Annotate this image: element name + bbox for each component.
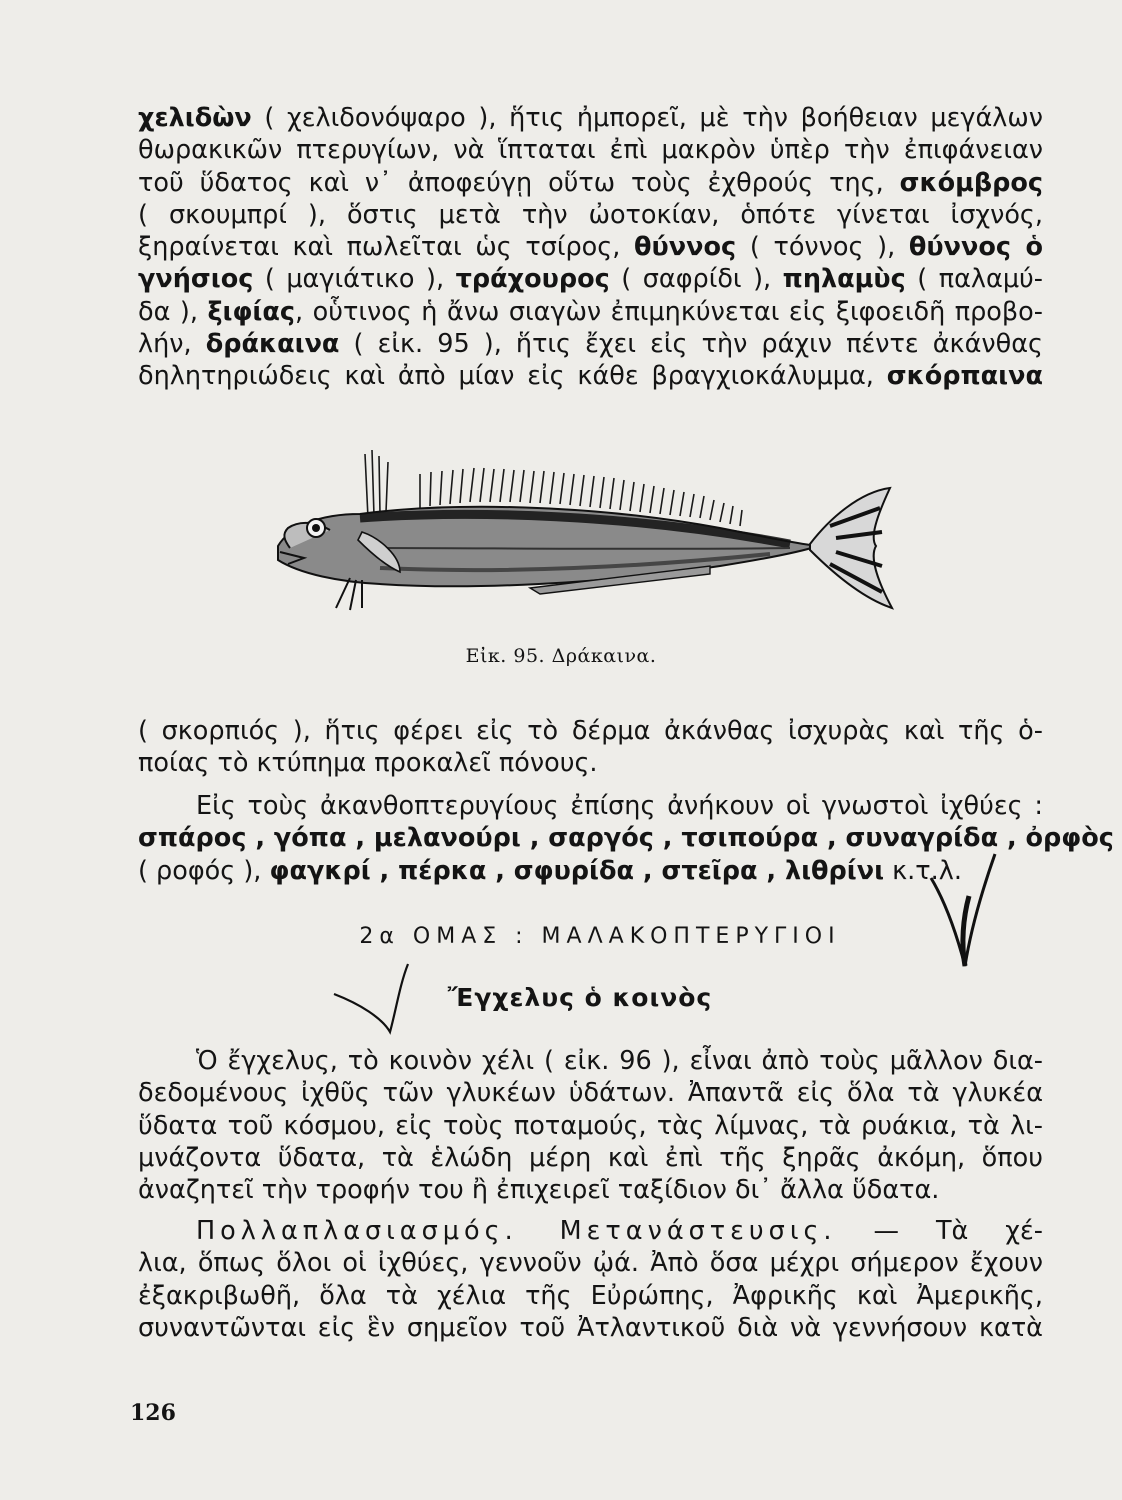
- text-line: Πολλαπλασιασμός. Μετανάστευσις. — Τὰ χέ-: [196, 1216, 1043, 1246]
- handwritten-check-mark: [925, 848, 1005, 978]
- section-subtitle: Ἔγχελυς ὁ κοινὸς: [447, 983, 713, 1012]
- paragraph-eel-habitat: [138, 1045, 1043, 1206]
- paragraph-heading: Πολλαπλασιασμός. Μετανάστευσις.: [196, 1216, 837, 1246]
- tail-fin: [810, 488, 892, 608]
- text-line: συναντῶνται εἰς ἓν σημεῖον τοῦ Ἀτλαντικοῦ διὰ νὰ γεννήσουν κατὰ: [138, 1312, 1043, 1343]
- text-line: τοῦ ὕδατος καὶ ν᾽ ἀποφεύγῃ οὕτω τοὺς ἐχθρούς της, σκόμβρος: [138, 167, 1043, 198]
- text-line: λια, ὅπως ὅλοι οἱ ἰχθύες, γεννοῦν ᾠά. Ἀπὸ ὅσα μέχρι σήμερον ἔχουν: [138, 1248, 1043, 1279]
- paragraph-acanthopterygii: [138, 790, 1114, 887]
- text-line: Ὁ ἔγχελυς, τὸ κοινὸν χέλι ( εἰκ. 96 ), εἶναι ἀπὸ τοὺς μᾶλλον δια-: [196, 1046, 1043, 1076]
- text-line: ποίας τὸ κτύπημα προκαλεῖ πόνους.: [138, 748, 598, 779]
- paragraph-fish-species: [138, 102, 1043, 393]
- text-line: δεδομένους ἰχθῦς τῶν γλυκέων ὑδάτων. Ἀπαντᾶ εἰς ὅλα τὰ γλυκέα: [138, 1078, 1043, 1109]
- page-number: 126: [130, 1400, 176, 1426]
- text-line: δα ), ξιφίας, οὗτινος ἡ ἄνω σιαγὼν ἐπιμηκύνεται εἰς ξιφοειδῆ προβο-: [138, 296, 1043, 327]
- text-line: ἀναζητεῖ τὴν τροφήν του ἢ ἐπιχειρεῖ ταξίδιον δι᾽ ἄλλα ὕδατα.: [138, 1175, 940, 1206]
- text-line: σπάρος , γόπα , μελανούρι , σαργός , τσιπούρα , συναγρίδα , ὀρφὸς: [138, 823, 1114, 854]
- text-line: Εἰς τοὺς ἀκανθοπτερυγίους ἐπίσης ἀνήκουν οἱ γνωστοὶ ἰχθύες :: [196, 791, 1043, 821]
- text-line: ὕδατα τοῦ κόσμου, εἰς τοὺς ποταμούς, τὰς λίμνας, τὰ ρυάκια, τὰ λι-: [138, 1110, 1043, 1141]
- text-line: ξηραίνεται καὶ πωλεῖται ὡς τσίρος, θύννος ( τόννος ), θύννος ὁ: [138, 232, 1043, 263]
- text-line: μνάζοντα ὕδατα, τὰ ἑλώδη μέρη καὶ ἐπὶ τῆς ξηρᾶς ἀκόμη, ὅπου: [138, 1142, 1043, 1173]
- paragraph-eel-reproduction: [138, 1215, 1043, 1344]
- section-title: 2α ΟΜΑΣ : ΜΑΛΑΚΟΠΤΕΡΥΓΙΟΙ: [359, 924, 841, 949]
- paragraph-skorpios: [138, 715, 1043, 780]
- text-line: χελιδὼν ( χελιδονόψαρο ), ἥτις ἠμπορεῖ, μὲ τὴν βοήθειαν μεγάλων: [138, 103, 1043, 133]
- text-line: ( σκουμπρί ), ὅστις μετὰ τὴν ὠοτοκίαν, ὁπότε γίνεται ἰσχνός,: [138, 199, 1043, 230]
- text-line: δηλητηριώδεις καὶ ἀπὸ μίαν εἰς κάθε βραγχιοκάλυμμα, σκόρπαινα: [138, 361, 1043, 392]
- text-line: θωρακικῶν πτερυγίων, νὰ ἵπταται ἐπὶ μακρὸν ὑπὲρ τὴν ἐπιφάνειαν: [138, 135, 1043, 166]
- text-line: ἐξακριβωθῆ, ὅλα τὰ χέλια τῆς Εὐρώπης, Ἀφρικῆς καὶ Ἀμερικῆς,: [138, 1280, 1043, 1311]
- figure-caption: Εἰκ. 95. Δράκαινα.: [465, 645, 657, 667]
- text-line: λήν, δράκαινα ( εἰκ. 95 ), ἥτις ἔχει εἰς τὴν ράχιν πέντε ἀκάνθας: [138, 329, 1043, 360]
- text-line: ( ροφός ), φαγκρί , πέρκα , σφυρίδα , στεῖρα , λιθρίνι κ.τ.λ.: [138, 855, 962, 886]
- text-line: ( σκορπιός ), ἥτις φέρει εἰς τὸ δέρμα ἀκάνθας ἰσχυρὰς καὶ τῆς ὁ-: [138, 716, 1043, 746]
- text-line: γνήσιος ( μαγιάτικο ), τράχουρος ( σαφρίδι ), πηλαμὺς ( παλαμύ-: [138, 264, 1044, 295]
- dragonfish-illustration: [270, 448, 900, 623]
